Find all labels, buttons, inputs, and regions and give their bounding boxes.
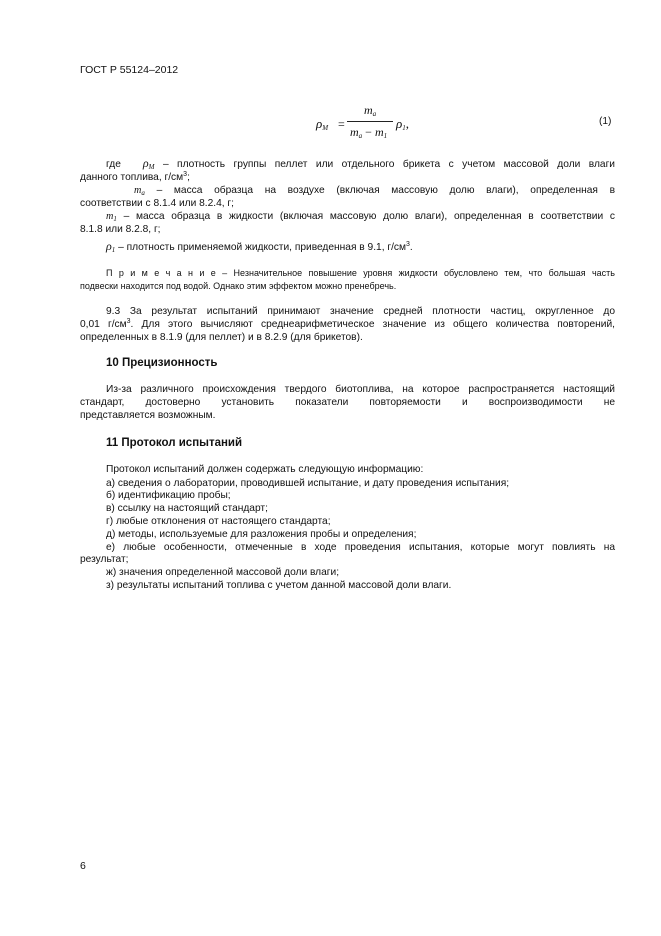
definition-rho-m: где $\rho_М$ – плотность группы пеллет или отдельного брикета с учетом массовой доли влаги bbox=[106, 156, 615, 171]
definition-rho1: $\rho_1$ – плотность применяемой жидкости, приведенная в 9.1, $г/см^3$. bbox=[106, 239, 413, 254]
list-item: д) методы, используемые для разложения пробы и определения; bbox=[106, 529, 417, 540]
section-10-text-line2: стандарт, достоверно установить показатели повторяемости и воспроизводимости не bbox=[80, 397, 615, 408]
section-10-heading: 10 Прецизионность bbox=[106, 357, 218, 369]
list-item: з) результаты испытаний топлива с учетом данной массовой доли влаги. bbox=[106, 580, 452, 591]
note: П р и м е ч а н и е – Незначительное повышение уровня жидкости обусловлено тем, что большая часть bbox=[106, 268, 615, 278]
section-10-text-line3: представляется возможным. bbox=[80, 410, 216, 421]
section-10-text: Из-за различного происхождения твердого биотоплива, на которое распространяется настоящий bbox=[106, 384, 615, 395]
section-11-heading: 11 Протокол испытаний bbox=[106, 437, 243, 449]
definition-ma: $m_a$ – масса образца на воздухе (включая массовую долю влаги), определенная в bbox=[134, 185, 615, 197]
section-11-intro: Протокол испытаний должен содержать следующую информацию: bbox=[106, 464, 424, 475]
note-cont: подвески находится под водой. Однако этим эффектом можно пренебречь. bbox=[80, 281, 397, 291]
formula-denominator: $m_a - m_1$ bbox=[350, 125, 388, 140]
page-number: 6 bbox=[80, 860, 86, 872]
definition-rho-m-cont: данного топлива, $г/см^3$; bbox=[80, 171, 190, 183]
list-item: г) любые отклонения от настоящего стандарта; bbox=[106, 516, 331, 527]
list-item: в) ссылку на настоящий стандарт; bbox=[106, 503, 268, 514]
document-header: ГОСТ Р 55124–2012 bbox=[80, 64, 179, 76]
fraction-bar bbox=[347, 121, 393, 122]
formula-equals: = bbox=[338, 117, 345, 131]
list-item: а) сведения о лаборатории, проводившей испытание, и дату проведения испытания; bbox=[106, 478, 510, 489]
list-item: е) любые особенности, отмеченные в ходе проведения испытания, которые могут повлиять на bbox=[106, 542, 615, 553]
definition-m1: $m_1$ – масса образца в жидкости (включая массовую долю влаги), определенная в соответствии с bbox=[106, 211, 615, 223]
formula-rhs: $\rho_1$, bbox=[396, 116, 409, 132]
list-item-cont: результат; bbox=[80, 554, 129, 565]
paragraph-9-3: 9.3 За результат испытаний принимают значение средней плотности частиц, округленное до bbox=[106, 306, 615, 317]
list-item: б) идентификацию пробы; bbox=[106, 490, 231, 501]
definition-m1-cont: 8.1.8 или 8.2.8, г; bbox=[80, 224, 161, 235]
paragraph-9-3-line2: 0,01 $г/см^3$. Для этого вычисляют среднеарифметическое значение из общего количества повторений, bbox=[80, 318, 615, 330]
list-item: ж) значения определенной массовой доли влаги; bbox=[106, 567, 340, 578]
formula-lhs: $\rho_М$ bbox=[316, 116, 329, 132]
formula-numerator: $m_a$ bbox=[364, 103, 377, 118]
paragraph-9-3-line3: определенных в 8.1.9 (для пеллет) и в 8.2.9 (для брикетов). bbox=[80, 332, 363, 343]
definition-ma-cont: соответствии с 8.1.4 или 8.2.4, г; bbox=[80, 198, 234, 209]
formula-number: (1) bbox=[599, 116, 612, 127]
